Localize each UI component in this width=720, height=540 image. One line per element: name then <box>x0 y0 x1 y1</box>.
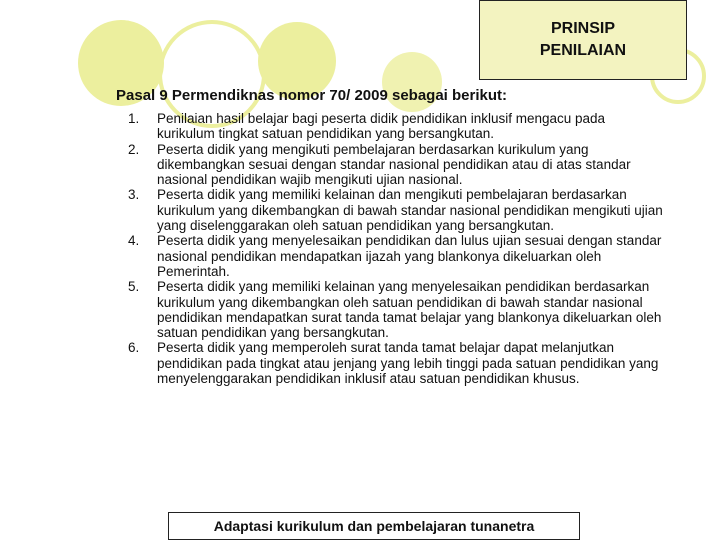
list-item-number: 3. <box>128 187 140 203</box>
list-item-text: Peserta didik yang memiliki kelainan yang menyelesaikan pendidikan berdasarkan kurikulum yang dikembangkan oleh satuan pendidikan di bawah standar nasional pendidikan mendapatkan surat tanda tamat belajar yang blankonya dikeluarkan oleh satuan pendidikan yang bersangkutan. <box>157 279 662 341</box>
list-item <box>118 279 666 340</box>
list-item <box>118 340 666 386</box>
intro-text: Pasal 9 Permendiknas nomor 70/ 2009 sebagai berikut: <box>116 87 508 104</box>
list-item-number: 5. <box>128 279 140 295</box>
list-item <box>118 233 666 279</box>
list-item-number: 2. <box>128 141 140 157</box>
list-item-text: Peserta didik yang memperoleh surat tanda tamat belajar dapat melanjutkan pendidikan pada tingkat atau jenjang yang lebih tinggi pada satuan pendidikan yang menyelenggarakan pendidikan inklusif atau satuan pendidikan khusus. <box>157 340 659 387</box>
list-item-number: 1. <box>128 111 140 126</box>
list-item <box>118 111 666 142</box>
list-item-text: Penilaian hasil belajar bagi peserta didik pendidikan inklusif mengacu pada kurikulum tingkat satuan pendidikan yang bersangkutan. <box>157 111 606 142</box>
list-item-text: Peserta didik yang memiliki kelainan dan mengikuti pembelajaran berdasarkan kurikulum yang dikembangkan di bawah standar nasional pendidikan mengikuti ujian yang diselenggarakan oleh satuan pendidikan yang bersangkutan. <box>157 187 663 234</box>
list-item-text: Peserta didik yang menyelesaikan pendidikan dan lulus ujian sesuai dengan standar nasional pendidikan mendapatkan ijazah yang blankonya dikeluarkan oleh Pemerintah. <box>157 233 662 279</box>
slide-title-box <box>479 0 687 80</box>
list-item <box>118 187 666 233</box>
footer-caption-box <box>168 512 580 540</box>
list-item <box>118 142 666 188</box>
slide-title <box>540 18 626 62</box>
slide-title-line1: PRINSIP <box>550 20 615 37</box>
list-item-number: 4. <box>128 233 140 249</box>
list-item-number: 6. <box>128 340 140 356</box>
list-item-text: Peserta didik yang mengikuti pembelajaran berdasarkan kurikulum yang dikembangkan sesuai dengan standar nasional pendidikan atau di atas standar nasional pendidikan wajib mengikuti ujian nasional. <box>157 141 631 188</box>
article-list <box>118 111 666 386</box>
slide-title-line2: PENILAIAN <box>539 42 627 59</box>
footer-caption: Adaptasi kurikulum dan pembelajaran tunanetra <box>213 518 535 534</box>
